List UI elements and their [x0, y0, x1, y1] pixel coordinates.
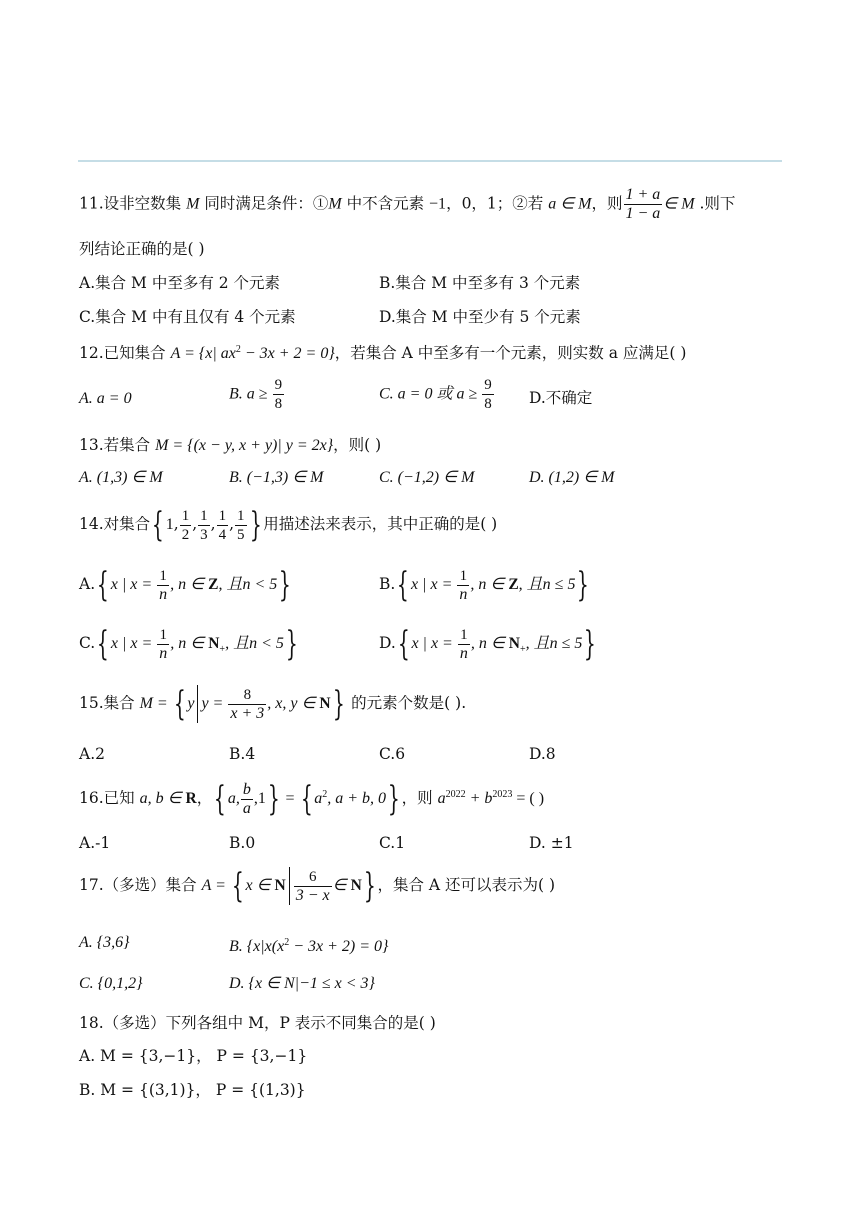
q14-f4-num: 1 [218, 507, 227, 524]
q13-option-c[interactable]: C. (−1,2) ∈ M [379, 469, 475, 486]
q14-option-b[interactable]: B.{ x | x = $\frac{1}{n}$ , n ∈ Z, 且n ≤ 5} [379, 565, 590, 605]
q16-text-b: ， [196, 789, 213, 808]
q12-option-d[interactable]: D.不确定 [529, 389, 593, 407]
q11-option-d[interactable]: D.集合 M 中至少有 5 个元素 [379, 308, 581, 326]
q17-nset-2: N [350, 877, 362, 894]
q14-c-cond: , 且n < 5 [225, 635, 284, 652]
q11-option-a[interactable]: A.集合 M 中至多有 2 个元素 [79, 274, 281, 292]
q14-b-num: 1 [457, 567, 469, 586]
q12-option-c-frac [482, 376, 494, 413]
q11-fraction [624, 186, 663, 223]
q16-option-c[interactable]: C.1 [379, 834, 406, 852]
q16-option-b[interactable]: B.0 [229, 834, 256, 852]
question-17-stem: 17.（多选）集合 A = { x ∈ N $\frac{6}{3 - x}$ ∈ N} ，集合 A 还可以表示为( ) [79, 866, 556, 906]
q12-b-num: 9 [274, 377, 283, 393]
q17-nset: N [274, 877, 286, 894]
q12-option-b[interactable] [229, 376, 285, 413]
q12-text-b: ，若集合 A 中至多有一个元素，则实数 a 应满足( ) [334, 344, 687, 363]
q16-frac-num: b [242, 780, 251, 798]
q17-option-b[interactable]: B. $\{x|x(x^2 - 3x + 2) = 0\}$ [229, 937, 389, 956]
q16-option-d[interactable]: D. ±1 [529, 834, 574, 852]
q18-option-a[interactable]: A. M = {3,−1}， P = {3,−1} [79, 1047, 308, 1065]
q14-d-xbar: x | x = [411, 635, 457, 652]
q14-a-num: 1 [157, 567, 169, 586]
q14-a-den: n [159, 585, 168, 603]
q17-text-a: 17.（多选）集合 [79, 876, 202, 894]
q14-b-label: B. [379, 575, 396, 593]
q14-f2-num: 1 [181, 507, 190, 524]
q14-a-cond: , 且n < 5 [218, 576, 278, 593]
q11-in-m: ∈ M [663, 195, 695, 213]
q12-c-num: 9 [484, 377, 492, 393]
q16-lhs-one: ,1 [253, 790, 266, 808]
q13-option-a[interactable]: A. (1,3) ∈ M [79, 469, 163, 486]
q11-text-f: .则下 [694, 194, 736, 213]
q17-option-d[interactable]: D. {x ∈ N|−1 ≤ x < 3} [229, 975, 375, 992]
q16-rset: R [185, 790, 197, 808]
q14-f3-den: 3 [200, 526, 208, 543]
q14-c-xbar: x | x = [110, 635, 157, 652]
q17-num: 6 [294, 868, 332, 887]
q14-b-xbar: x | x = [410, 576, 457, 593]
q16-eq: = [281, 790, 299, 808]
q14-text-b: 用描述法来表示，其中正确的是( ) [263, 515, 498, 533]
q16-pow-a: a [437, 790, 446, 808]
q14-c-den: n [159, 644, 168, 662]
q12-b-den: 8 [274, 396, 283, 412]
q17-text-b: ，集合 A 还可以表示为( ) [377, 876, 556, 894]
q14-d-nset: N [508, 635, 520, 652]
q14-text-a: 14.对集合 [79, 515, 151, 533]
q14-f4-den: 4 [218, 526, 227, 543]
q13-text-b: ，则( ) [333, 436, 382, 454]
q11-minus-one: −1 [429, 195, 447, 213]
q12-text-a: 12.已知集合 [79, 344, 171, 363]
q15-xy: , x, y ∈ [267, 695, 320, 712]
q14-b-n: , n ∈ [470, 576, 509, 593]
q11-text-a: 11.设非空数集 [79, 194, 187, 213]
question-11-stem-line2: 列结论正确的是( ) [79, 240, 205, 258]
q12-option-b-text: B. a ≥ [229, 385, 272, 403]
q16-rhs-b: , a + b, 0 [327, 790, 386, 808]
q14-f2-den: 2 [181, 526, 190, 543]
q13-option-d[interactable]: D. (1,2) ∈ M [529, 469, 615, 486]
question-18-stem: 18.（多选）下列各组中 M，P 表示不同集合的是( ) [79, 1014, 436, 1032]
q13-set: M = {(x − y, x + y)| y = 2x} [155, 437, 334, 454]
q12-set: A = {x| ax [170, 345, 236, 363]
q14-c-plus: + [219, 644, 226, 656]
q17-option-a[interactable]: A. {3,6} [79, 934, 130, 951]
q11-option-b[interactable]: B.集合 M 中至多有 3 个元素 [379, 274, 581, 292]
q15-num: 8 [228, 686, 266, 705]
q11-set-m-2: M [328, 195, 342, 213]
question-15-stem: 15.集合 M = { y y = $\frac{8}{x + 3}$ , x, y ∈ N} 的元素个数是( ). [79, 684, 467, 724]
q14-a-label: A. [79, 575, 96, 593]
q14-c-nset: N [208, 635, 220, 652]
question-13-stem [79, 434, 381, 457]
q17-b-b: − 3x + 2) = 0} [289, 938, 389, 956]
q17-xn: x ∈ [245, 877, 275, 894]
question-14-stem: 14.对集合{ 1, $\frac{1}{2}$ , $\frac{1}{3}$ , $\frac{1}{4}$ , $\frac{1}{5}$ } 用描述法来表示，其中正确的是( ) [79, 505, 498, 545]
q11-set-m: M [186, 195, 200, 213]
q14-option-d[interactable]: D.{ x | x = $\frac{1}{n}$ , n ∈ $N_+$, 且n ≤ 5} [379, 624, 597, 664]
q14-b-cond: , 且n ≤ 5 [518, 576, 576, 593]
q12-option-c[interactable] [379, 376, 495, 413]
q16-option-a[interactable]: A.-1 [79, 834, 111, 852]
q16-text-a: 16.已知 [79, 789, 140, 808]
q15-meq: M = [139, 695, 172, 712]
q15-option-a[interactable]: A.2 [79, 745, 105, 763]
q12-c-den: 8 [484, 396, 492, 412]
q13-text-a: 13.若集合 [79, 436, 156, 454]
q14-d-label: D. [379, 634, 396, 652]
q14-d-den: n [459, 644, 468, 662]
q15-option-b[interactable]: B.4 [229, 745, 256, 763]
q14-one: 1 [165, 516, 174, 533]
q16-rhs-a: a [314, 790, 323, 808]
q14-option-c[interactable]: C.{ x | x = $\frac{1}{n}$ , n ∈ $N_+$, 且n < 5} [79, 624, 298, 664]
q14-a-z: Z [208, 576, 219, 593]
header-divider [78, 160, 782, 162]
q16-exp-1: 2022 [445, 789, 466, 800]
q11-text-d: ，0，1；②若 [446, 194, 549, 213]
q14-d-num: 1 [458, 626, 470, 645]
q15-text-b: 的元素个数是( ). [346, 694, 467, 712]
q14-c-label: C. [79, 634, 96, 652]
q15-y: y [187, 695, 195, 712]
q17-den: 3 − x [295, 886, 330, 904]
q15-nset: N [319, 695, 331, 712]
q15-option-d[interactable]: D.8 [529, 745, 556, 763]
q14-a-xbar: x | x = [110, 576, 157, 593]
q14-d-cond: , 且n ≤ 5 [525, 635, 583, 652]
q12-set-b: − 3x + 2 = 0} [240, 345, 335, 363]
q14-f3-num: 1 [200, 507, 208, 524]
question-11-stem [79, 186, 735, 223]
q14-b-z: Z [508, 576, 519, 593]
q14-d-plus: + [520, 644, 526, 656]
q11-text-e: ，则 [591, 194, 623, 213]
q17-in: ∈ [332, 877, 351, 894]
q17-aeq: A = [201, 877, 230, 894]
q12-option-a[interactable] [79, 387, 132, 410]
q14-a-n: , n ∈ [170, 576, 209, 593]
q14-c-n: , n ∈ [170, 635, 209, 652]
q15-text-a: 15.集合 [79, 694, 140, 712]
q14-d-n: , n ∈ [470, 635, 509, 652]
q11-condition: a ∈ M [548, 195, 592, 213]
q16-exp-2: 2023 [492, 789, 513, 800]
q11-frac-num: 1 + a [625, 186, 661, 203]
q11-frac-den: 1 − a [625, 205, 661, 222]
q16-text-c: ，则 [401, 789, 438, 808]
q16-frac-den: a [242, 799, 251, 817]
q18-option-b[interactable]: B. M = {(3,1)}， P = {(1,3)} [79, 1081, 306, 1099]
q13-option-b[interactable]: B. (−1,3) ∈ M [229, 469, 324, 486]
q17-b-a: B. {x|x(x [229, 938, 285, 956]
q15-option-c[interactable]: C.6 [379, 745, 406, 763]
q11-text-c: 中不含元素 [341, 194, 430, 213]
q16-end: = ( ) [512, 790, 545, 808]
q14-c-num: 1 [157, 626, 169, 645]
q14-f5-num: 1 [237, 507, 245, 524]
q16-ab: a, b ∈ [139, 790, 186, 808]
question-16-stem: 16.已知 a, b ∈ R，{ a, $\frac{b}{a}$ ,1} = { $a^2$, a + b, 0} ，则 $a^{2022} + b^{2023}$ = ( ) [79, 779, 545, 820]
q16-lhs-a: a, [227, 790, 240, 808]
q11-option-c[interactable]: C.集合 M 中有且仅有 4 个元素 [79, 308, 296, 326]
question-12-stem: 12.已知集合 A = {x| $ax^2 - 3x + 2 = 0$}，若集合 A 中至多有一个元素，则实数 a 应满足( ) [79, 344, 687, 363]
q12-option-c-text: C. a = 0 或 a ≥ [379, 385, 482, 403]
q17-option-c[interactable]: C. {0,1,2} [79, 975, 143, 992]
q15-den: x + 3 [230, 704, 265, 722]
q12-option-a-text: A. a = 0 [79, 390, 132, 407]
q14-option-a[interactable]: A.{ x | x = $\frac{1}{n}$ , n ∈ Z, 且n < 5} [79, 565, 292, 605]
q14-f5-den: 5 [237, 526, 245, 543]
q16-plus-b: + b [465, 790, 493, 808]
q15-yeq: y = [201, 695, 228, 712]
q12-option-b-frac [273, 376, 285, 413]
q11-text-b: 同时满足条件：① [199, 194, 329, 213]
q14-b-den: n [459, 585, 468, 603]
